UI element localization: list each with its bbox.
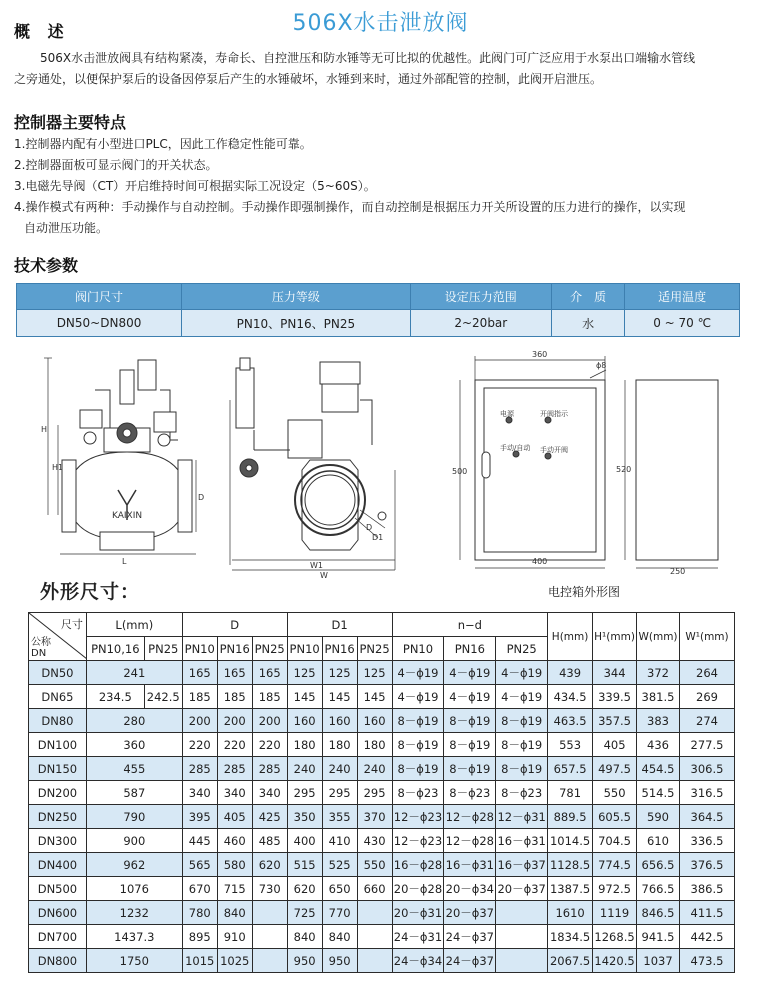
table-cell: 1119 bbox=[593, 901, 637, 925]
table-cell: 900 bbox=[86, 829, 182, 853]
subheader-cell: PN25 bbox=[252, 637, 287, 661]
box-label-manual-auto: 手动/自动 bbox=[500, 444, 531, 452]
table-cell bbox=[357, 901, 392, 925]
table-cell: 145 bbox=[322, 685, 357, 709]
table-cell: 840 bbox=[287, 925, 322, 949]
row-dn-cell: DN150 bbox=[29, 757, 87, 781]
table-cell: 656.5 bbox=[637, 853, 680, 877]
table-cell: 125 bbox=[322, 661, 357, 685]
table-cell: 285 bbox=[252, 757, 287, 781]
table-cell: 24－ϕ31 bbox=[392, 925, 444, 949]
table-cell: 340 bbox=[217, 781, 252, 805]
table-cell: 340 bbox=[182, 781, 217, 805]
table-cell: 20－ϕ34 bbox=[444, 877, 496, 901]
table-cell: 411.5 bbox=[680, 901, 735, 925]
table-cell: 840 bbox=[322, 925, 357, 949]
table-row bbox=[29, 805, 735, 829]
table-cell: 580 bbox=[217, 853, 252, 877]
table-cell: 8－ϕ19 bbox=[444, 709, 496, 733]
table-cell: 16－ϕ31 bbox=[444, 853, 496, 877]
table-cell: 8－ϕ19 bbox=[392, 733, 444, 757]
row-dn-cell: DN250 bbox=[29, 805, 87, 829]
table-cell: 4－ϕ19 bbox=[444, 661, 496, 685]
table-cell: 264 bbox=[680, 661, 735, 685]
table-cell: 12－ϕ28 bbox=[444, 805, 496, 829]
table-cell: 200 bbox=[252, 709, 287, 733]
dim-400: 400 bbox=[532, 557, 548, 566]
tech-header-size: 阀门尺寸 bbox=[17, 284, 182, 310]
table-cell: 295 bbox=[287, 781, 322, 805]
table-cell: 950 bbox=[322, 949, 357, 973]
table-cell: 434.5 bbox=[548, 685, 593, 709]
table-cell: 610 bbox=[637, 829, 680, 853]
table-cell: 220 bbox=[217, 733, 252, 757]
table-cell: 269 bbox=[680, 685, 735, 709]
table-row bbox=[29, 877, 735, 901]
header-D: D bbox=[182, 613, 287, 637]
table-cell: 180 bbox=[287, 733, 322, 757]
table-cell: 340 bbox=[252, 781, 287, 805]
table-cell: 306.5 bbox=[680, 757, 735, 781]
table-row bbox=[29, 949, 735, 973]
table-cell: 242.5 bbox=[144, 685, 182, 709]
subheader-cell: PN10,16 bbox=[86, 637, 144, 661]
table-row bbox=[29, 925, 735, 949]
tech-header-pressure: 压力等级 bbox=[182, 284, 411, 310]
control-box-front bbox=[460, 356, 718, 568]
table-cell: 950 bbox=[287, 949, 322, 973]
tech-header-medium: 介 质 bbox=[551, 284, 624, 310]
dim-label-L: L bbox=[122, 557, 127, 566]
subheader-cell: PN16 bbox=[444, 637, 496, 661]
table-cell: 400 bbox=[287, 829, 322, 853]
table-cell: 24－ϕ37 bbox=[444, 925, 496, 949]
table-cell bbox=[252, 949, 287, 973]
table-cell: 766.5 bbox=[637, 877, 680, 901]
subheader-cell: PN25 bbox=[144, 637, 182, 661]
table-cell: 1025 bbox=[217, 949, 252, 973]
table-cell: 670 bbox=[182, 877, 217, 901]
table-cell: 185 bbox=[217, 685, 252, 709]
subheader-cell: PN10 bbox=[392, 637, 444, 661]
box-label-open-indicator: 开阀指示 bbox=[540, 410, 568, 418]
header-W1: W¹(mm) bbox=[680, 613, 735, 661]
table-cell: 336.5 bbox=[680, 829, 735, 853]
header-W: W(mm) bbox=[637, 613, 680, 661]
header-H: H(mm) bbox=[548, 613, 593, 661]
dim-250: 250 bbox=[670, 567, 686, 576]
table-cell bbox=[252, 925, 287, 949]
table-cell: 241 bbox=[86, 661, 182, 685]
table-cell: 24－ϕ34 bbox=[392, 949, 444, 973]
feature-item-2: 2.控制器面板可显示阀门的开关状态。 bbox=[14, 158, 218, 172]
table-cell bbox=[357, 949, 392, 973]
table-cell: 8－ϕ19 bbox=[444, 733, 496, 757]
table-cell: 8－ϕ19 bbox=[496, 709, 548, 733]
header-H1: H¹(mm) bbox=[593, 613, 637, 661]
table-cell: 360 bbox=[86, 733, 182, 757]
table-cell: 12－ϕ23 bbox=[392, 829, 444, 853]
table-row bbox=[29, 853, 735, 877]
subheader-cell: PN16 bbox=[217, 637, 252, 661]
table-row bbox=[29, 757, 735, 781]
valve-front-view bbox=[44, 358, 196, 554]
table-cell: 285 bbox=[217, 757, 252, 781]
valve-brand: KAIXIN bbox=[112, 511, 143, 521]
table-cell: 125 bbox=[287, 661, 322, 685]
table-cell: 160 bbox=[357, 709, 392, 733]
table-cell: 280 bbox=[86, 709, 182, 733]
table-cell: 910 bbox=[217, 925, 252, 949]
table-cell: 12－ϕ31 bbox=[496, 805, 548, 829]
table-cell: 372 bbox=[637, 661, 680, 685]
table-cell: 1610 bbox=[548, 901, 593, 925]
table-cell: 240 bbox=[322, 757, 357, 781]
table-cell: 565 bbox=[182, 853, 217, 877]
table-cell: 20－ϕ31 bbox=[392, 901, 444, 925]
table-cell: 160 bbox=[322, 709, 357, 733]
box-label-power: 电源 bbox=[500, 410, 514, 418]
table-cell: 357.5 bbox=[593, 709, 637, 733]
table-row bbox=[29, 829, 735, 853]
table-row bbox=[29, 685, 735, 709]
table-cell: 442.5 bbox=[680, 925, 735, 949]
table-cell: 20－ϕ37 bbox=[444, 901, 496, 925]
table-cell: 295 bbox=[322, 781, 357, 805]
table-cell: 550 bbox=[357, 853, 392, 877]
table-cell: 445 bbox=[182, 829, 217, 853]
table-cell: 4－ϕ19 bbox=[496, 661, 548, 685]
feature-item-4-cont: 自动泄压功能。 bbox=[24, 221, 109, 235]
table-cell: 1014.5 bbox=[548, 829, 593, 853]
dim-500: 500 bbox=[452, 467, 468, 476]
table-cell: 1834.5 bbox=[548, 925, 593, 949]
dim-label-W1: W1 bbox=[310, 561, 323, 570]
corner-dn-label: 公称DN bbox=[31, 637, 51, 659]
table-cell: 515 bbox=[287, 853, 322, 877]
dimensions-heading: 外形尺寸： bbox=[40, 581, 141, 603]
valve-side-view bbox=[230, 358, 395, 570]
table-cell: 12－ϕ23 bbox=[392, 805, 444, 829]
table-cell: 1268.5 bbox=[593, 925, 637, 949]
table-cell: 1037 bbox=[637, 949, 680, 973]
row-dn-cell: DN700 bbox=[29, 925, 87, 949]
control-box-caption: 电控箱外形图 bbox=[548, 585, 621, 599]
table-cell: 8－ϕ23 bbox=[496, 781, 548, 805]
table-cell: 439 bbox=[548, 661, 593, 685]
table-cell: 405 bbox=[217, 805, 252, 829]
table-cell: 383 bbox=[637, 709, 680, 733]
table-cell: 962 bbox=[86, 853, 182, 877]
table-cell: 185 bbox=[252, 685, 287, 709]
table-cell: 8－ϕ19 bbox=[496, 733, 548, 757]
table-cell: 4－ϕ19 bbox=[496, 685, 548, 709]
tech-header-temp: 适用温度 bbox=[625, 284, 740, 310]
table-cell: 165 bbox=[252, 661, 287, 685]
table-cell: 1420.5 bbox=[593, 949, 637, 973]
dim-label-H1: H1 bbox=[52, 463, 64, 472]
table-cell: 725 bbox=[287, 901, 322, 925]
table-cell: 1387.5 bbox=[548, 877, 593, 901]
table-cell: 790 bbox=[86, 805, 182, 829]
table-cell: 846.5 bbox=[637, 901, 680, 925]
header-D1: D1 bbox=[287, 613, 392, 637]
tech-header-row bbox=[17, 284, 740, 310]
dim-phi8: ϕ8 bbox=[596, 361, 607, 370]
table-cell: 295 bbox=[357, 781, 392, 805]
subheader-cell: PN10 bbox=[182, 637, 217, 661]
table-cell: 473.5 bbox=[680, 949, 735, 973]
table-cell: 8－ϕ19 bbox=[392, 757, 444, 781]
table-cell: 463.5 bbox=[548, 709, 593, 733]
table-cell: 1076 bbox=[86, 877, 182, 901]
dim-label-D: D bbox=[198, 493, 205, 502]
table-cell: 386.5 bbox=[680, 877, 735, 901]
dim-label-H: H bbox=[41, 425, 48, 434]
table-cell: 16－ϕ28 bbox=[392, 853, 444, 877]
table-cell: 605.5 bbox=[593, 805, 637, 829]
table-cell: 8－ϕ19 bbox=[392, 709, 444, 733]
table-cell: 650 bbox=[322, 877, 357, 901]
subheader-cell: PN16 bbox=[322, 637, 357, 661]
table-cell: 160 bbox=[287, 709, 322, 733]
tech-header-range: 设定压力范围 bbox=[410, 284, 551, 310]
dim-520: 520 bbox=[616, 465, 632, 474]
table-cell: 2067.5 bbox=[548, 949, 593, 973]
table-cell: 4－ϕ19 bbox=[392, 685, 444, 709]
table-cell: 240 bbox=[287, 757, 322, 781]
tech-value-range: 2~20bar bbox=[410, 310, 551, 337]
table-cell: 454.5 bbox=[637, 757, 680, 781]
table-cell: 376.5 bbox=[680, 853, 735, 877]
table-cell: 430 bbox=[357, 829, 392, 853]
table-cell: 405 bbox=[593, 733, 637, 757]
table-cell: 889.5 bbox=[548, 805, 593, 829]
table-cell: 220 bbox=[182, 733, 217, 757]
table-cell: 344 bbox=[593, 661, 637, 685]
table-cell: 1015 bbox=[182, 949, 217, 973]
feature-item-3: 3.电磁先导阀（CT）开启维持时间可根据实际工况设定（5~60S）。 bbox=[14, 179, 376, 193]
feature-item-1: 1.控制器内配有小型进口PLC，因此工作稳定性能可靠。 bbox=[14, 137, 312, 151]
table-cell: 941.5 bbox=[637, 925, 680, 949]
tech-value-size: DN50~DN800 bbox=[17, 310, 182, 337]
table-cell: 395 bbox=[182, 805, 217, 829]
table-cell: 339.5 bbox=[593, 685, 637, 709]
tech-params-table bbox=[16, 283, 740, 337]
dimensions-table bbox=[28, 612, 735, 973]
table-cell: 497.5 bbox=[593, 757, 637, 781]
table-cell: 8－ϕ19 bbox=[444, 757, 496, 781]
table-cell: 1232 bbox=[86, 901, 182, 925]
dim-label-W: W bbox=[320, 571, 328, 580]
table-cell: 1750 bbox=[86, 949, 182, 973]
table-cell: 895 bbox=[182, 925, 217, 949]
table-row bbox=[29, 733, 735, 757]
tech-value-medium: 水 bbox=[551, 310, 624, 337]
table-cell: 274 bbox=[680, 709, 735, 733]
table-cell: 180 bbox=[322, 733, 357, 757]
tech-value-pressure: PN10、PN16、PN25 bbox=[182, 310, 411, 337]
row-dn-cell: DN80 bbox=[29, 709, 87, 733]
table-cell: 8－ϕ23 bbox=[444, 781, 496, 805]
table-cell: 460 bbox=[217, 829, 252, 853]
table-cell: 514.5 bbox=[637, 781, 680, 805]
row-dn-cell: DN65 bbox=[29, 685, 87, 709]
table-cell: 550 bbox=[593, 781, 637, 805]
table-cell: 730 bbox=[252, 877, 287, 901]
dimensions-header-row-1 bbox=[29, 613, 735, 637]
tech-value-temp: 0 ~ 70 ℃ bbox=[625, 310, 740, 337]
table-cell: 355 bbox=[322, 805, 357, 829]
table-cell: 24－ϕ37 bbox=[444, 949, 496, 973]
row-dn-cell: DN200 bbox=[29, 781, 87, 805]
table-cell: 1437.3 bbox=[86, 925, 182, 949]
table-row bbox=[29, 709, 735, 733]
table-cell: 125 bbox=[357, 661, 392, 685]
table-cell: 4－ϕ19 bbox=[392, 661, 444, 685]
table-cell: 587 bbox=[86, 781, 182, 805]
table-cell: 285 bbox=[182, 757, 217, 781]
table-cell: 200 bbox=[182, 709, 217, 733]
dimensions-corner-cell bbox=[29, 613, 87, 661]
table-cell: 840 bbox=[217, 901, 252, 925]
subheader-cell: PN25 bbox=[496, 637, 548, 661]
valve-technical-drawing bbox=[0, 340, 761, 605]
table-cell: 240 bbox=[357, 757, 392, 781]
features-list bbox=[14, 134, 754, 239]
table-cell: 234.5 bbox=[86, 685, 144, 709]
page-title: 506X水击泄放阀 bbox=[292, 11, 469, 36]
table-cell: 200 bbox=[217, 709, 252, 733]
table-cell: 20－ϕ28 bbox=[392, 877, 444, 901]
tech-heading: 技术参数 bbox=[14, 256, 79, 275]
table-cell: 165 bbox=[217, 661, 252, 685]
overview-line-1: 506X水击泄放阀具有结构紧凑，寿命长、自控泄压和防水锤等无可比拟的优越性。此阀门可广泛应用于水泵出口端输水管线 bbox=[40, 51, 696, 65]
subheader-cell: PN10 bbox=[287, 637, 322, 661]
table-cell: 370 bbox=[357, 805, 392, 829]
table-cell: 364.5 bbox=[680, 805, 735, 829]
table-cell: 620 bbox=[287, 877, 322, 901]
table-cell bbox=[252, 901, 287, 925]
row-dn-cell: DN800 bbox=[29, 949, 87, 973]
box-label-manual-open: 手动开阀 bbox=[540, 446, 568, 454]
table-cell: 8－ϕ19 bbox=[496, 757, 548, 781]
table-row bbox=[29, 661, 735, 685]
table-cell: 1128.5 bbox=[548, 853, 593, 877]
features-heading: 控制器主要特点 bbox=[14, 113, 127, 132]
table-cell: 553 bbox=[548, 733, 593, 757]
table-cell: 145 bbox=[357, 685, 392, 709]
dim-label-D-side: D bbox=[366, 523, 373, 532]
table-cell: 350 bbox=[287, 805, 322, 829]
dim-360: 360 bbox=[532, 350, 548, 359]
table-cell: 704.5 bbox=[593, 829, 637, 853]
dim-label-D1: D1 bbox=[372, 533, 384, 542]
table-cell: 20－ϕ37 bbox=[496, 877, 548, 901]
table-cell: 715 bbox=[217, 877, 252, 901]
table-cell: 485 bbox=[252, 829, 287, 853]
row-dn-cell: DN400 bbox=[29, 853, 87, 877]
row-dn-cell: DN300 bbox=[29, 829, 87, 853]
overview-line-2: 之旁通处，以便保护泵后的设备因停泵后产生的水锤破坏，水锤到来时，通过外部配管的控制，此阀开启泄压。 bbox=[14, 72, 603, 86]
table-cell: 220 bbox=[252, 733, 287, 757]
feature-item-4: 4.操作模式有两种：手动操作与自动控制。手动操作即强制操作，而自动控制是根据压力开关所设置的压力进行的操作，以实现 bbox=[14, 200, 686, 214]
table-cell: 620 bbox=[252, 853, 287, 877]
tech-value-row bbox=[17, 310, 740, 337]
table-cell: 180 bbox=[357, 733, 392, 757]
table-cell: 277.5 bbox=[680, 733, 735, 757]
table-cell: 525 bbox=[322, 853, 357, 877]
table-cell: 774.5 bbox=[593, 853, 637, 877]
table-cell bbox=[496, 925, 548, 949]
table-cell bbox=[496, 949, 548, 973]
table-cell bbox=[496, 901, 548, 925]
table-cell: 410 bbox=[322, 829, 357, 853]
table-cell: 660 bbox=[357, 877, 392, 901]
row-dn-cell: DN600 bbox=[29, 901, 87, 925]
header-nd: n−d bbox=[392, 613, 548, 637]
table-cell: 4－ϕ19 bbox=[444, 685, 496, 709]
table-cell: 165 bbox=[182, 661, 217, 685]
table-row bbox=[29, 901, 735, 925]
table-cell: 657.5 bbox=[548, 757, 593, 781]
table-cell: 185 bbox=[182, 685, 217, 709]
table-cell: 145 bbox=[287, 685, 322, 709]
table-cell: 12－ϕ28 bbox=[444, 829, 496, 853]
dimensions-body bbox=[29, 661, 735, 973]
table-cell: 455 bbox=[86, 757, 182, 781]
header-L: L(mm) bbox=[86, 613, 182, 637]
row-dn-cell: DN50 bbox=[29, 661, 87, 685]
table-cell: 972.5 bbox=[593, 877, 637, 901]
table-cell: 425 bbox=[252, 805, 287, 829]
table-cell: 590 bbox=[637, 805, 680, 829]
corner-size-label: 尺寸 bbox=[60, 618, 83, 631]
table-cell bbox=[357, 925, 392, 949]
table-cell: 770 bbox=[322, 901, 357, 925]
row-dn-cell: DN500 bbox=[29, 877, 87, 901]
table-cell: 381.5 bbox=[637, 685, 680, 709]
table-cell: 316.5 bbox=[680, 781, 735, 805]
table-cell: 436 bbox=[637, 733, 680, 757]
table-cell: 16－ϕ37 bbox=[496, 853, 548, 877]
table-row bbox=[29, 781, 735, 805]
table-cell: 781 bbox=[548, 781, 593, 805]
row-dn-cell: DN100 bbox=[29, 733, 87, 757]
table-cell: 16－ϕ31 bbox=[496, 829, 548, 853]
table-cell: 8－ϕ23 bbox=[392, 781, 444, 805]
subheader-cell: PN25 bbox=[357, 637, 392, 661]
table-cell: 780 bbox=[182, 901, 217, 925]
overview-heading: 概 述 bbox=[14, 22, 70, 41]
